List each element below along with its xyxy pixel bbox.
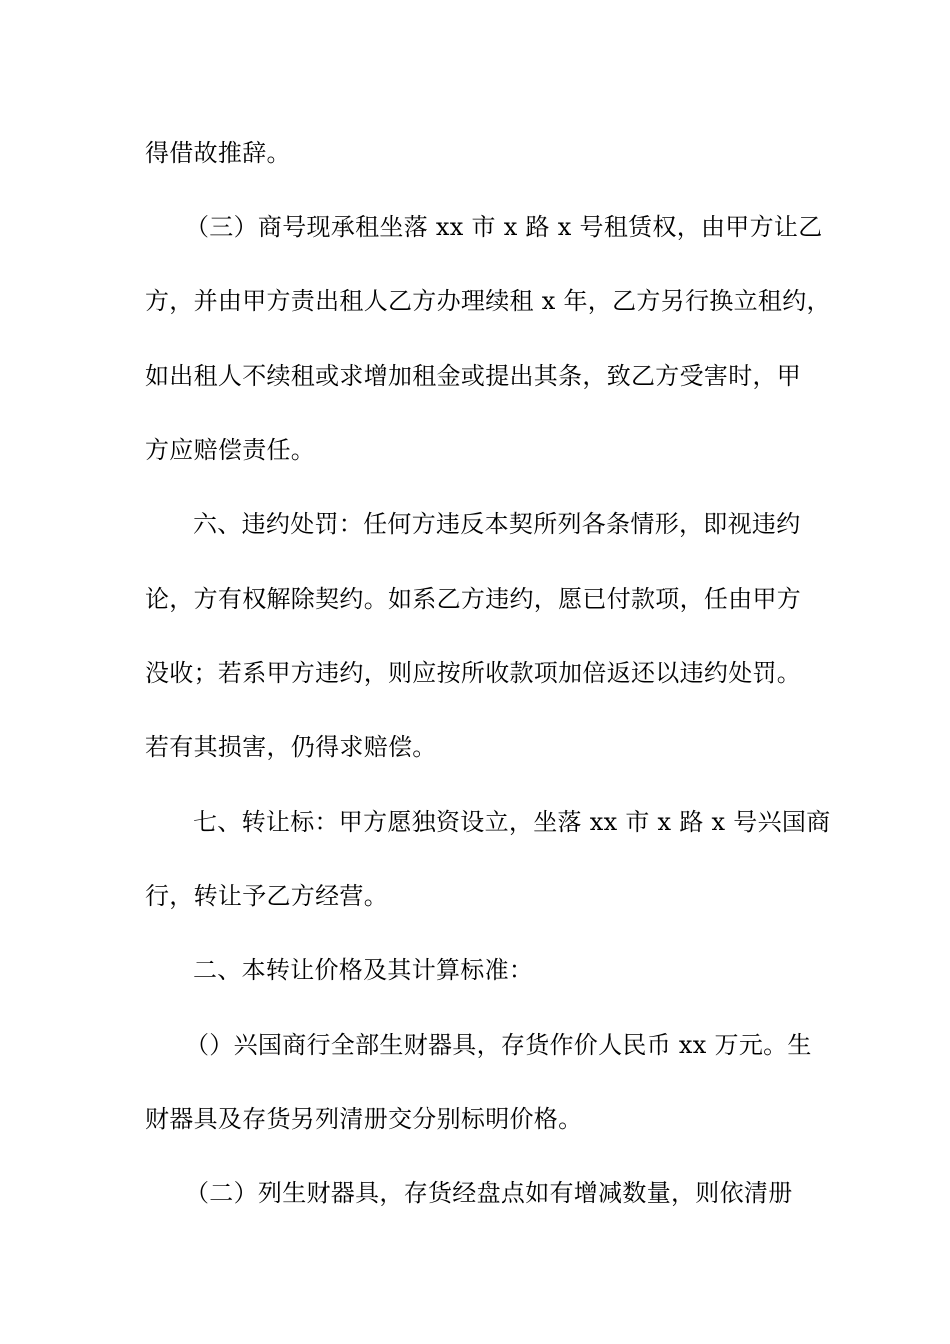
text-line: 方，并由甲方责出租人乙方办理续租 x 年，乙方另行换立租约， [145,287,831,315]
text-line: 论，方有权解除契约。如系乙方违约，愿已付款项，任由甲方 [145,585,802,613]
text-line: 得借故推辞。 [145,139,291,167]
text-line: 如出租人不续租或求增加租金或提出其条，致乙方受害时，甲 [145,362,802,390]
text-line: 若有其损害，仍得求赔偿。 [145,733,437,761]
text-line: （二）列生财器具，存货经盘点如有增减数量，则依清册 [185,1179,793,1207]
text-line: （）兴国商行全部生财器具，存货作价人民币 xx 万元。生 [185,1031,812,1059]
text-line: 财器具及存货另列清册交分别标明价格。 [145,1105,583,1133]
text-line: 七、转让标：甲方愿独资设立，坐落 xx 市 x 路 x 号兴国商 [193,808,831,836]
text-line: 二、本转让价格及其计算标准： [193,956,534,984]
text-line: 六、违约处罚：任何方违反本契所列各条情形，即视违约 [193,510,801,538]
text-line: 方应赔偿责任。 [145,436,316,464]
text-line: 行，转让予乙方经营。 [145,882,388,910]
text-line: 没收；若系甲方违约，则应按所收款项加倍返还以违约处罚。 [145,659,802,687]
text-line: （三）商号现承租坐落 xx 市 x 路 x 号租赁权，由甲方让乙 [185,213,823,241]
